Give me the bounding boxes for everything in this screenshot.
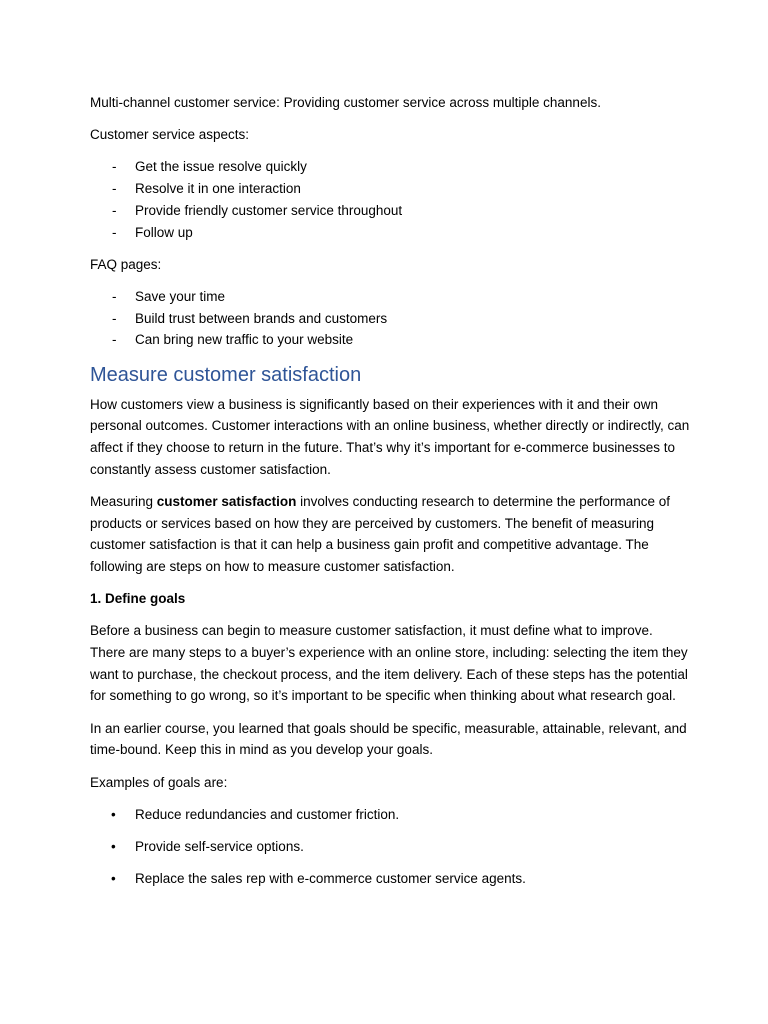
examples-label: Examples of goals are: [90,774,228,790]
list-item [90,836,690,858]
list-item [90,868,690,890]
bullet-marker: • [111,806,116,822]
list-item [90,286,690,308]
aspects-list [90,156,690,243]
paragraph-text: Measuring [90,493,157,509]
list-item-text: Build trust between brands and customers [135,310,388,326]
list-item [90,804,690,826]
bold-term: customer satisfaction [156,493,297,509]
list-item-text: Get the issue resolve quickly [135,159,307,175]
bullet-marker: • [111,838,116,854]
multichannel-definition: Multi-channel customer service: Providing customer service across multiple channels. [90,95,601,110]
faq-list [90,286,690,351]
paragraph: How customers view a business is significantly based on their experiences with it and their own personal outcomes. Customer interactions with an online business, whether directly or indirectly, can affect if they choose to return in the future. That’s why it’s important for e-commerce businesses to constantly assess customer satisfaction. [90,396,690,477]
dash-marker: - [112,202,117,218]
list-item-text: Follow up [135,224,193,240]
list-item-text: Provide friendly customer service throughout [135,202,403,218]
dash-marker: - [112,181,117,197]
dash-marker: - [112,332,117,348]
bullet-marker: • [111,871,116,887]
faq-label: FAQ pages: [90,256,162,272]
dash-marker: - [112,288,117,304]
dash-marker: - [112,224,117,240]
paragraph: Before a business can begin to measure customer satisfaction, it must define what to improve. There are many steps to a buyer’s experience with an online store, including: selecting the item they want to purchase, the checkout process, and the item delivery. Each of these steps has the potential for something to go wrong, so it’s important to be specific when thinking about what research goal. [90,623,688,704]
list-item-text: Reduce redundancies and customer friction. [135,806,400,822]
paragraph-text: involves conducting research to determine the performance of products or services based on how they are perceived by customers. The benefit of measuring customer satisfaction is that it can help a business gain profit and competitive advantage. The following are steps on how to measure customer satisfaction. [90,493,671,574]
list-item [90,178,690,200]
paragraph: In an earlier course, you learned that goals should be specific, measurable, attainable, relevant, and time-bound. Keep this in mind as you develop your goals. [90,720,687,758]
list-item [90,200,690,222]
list-item-text: Resolve it in one interaction [135,181,301,197]
list-item-text: Provide self-service options. [135,838,304,854]
list-item-text: Save your time [135,288,226,304]
dash-marker: - [112,310,117,326]
dash-marker: - [112,159,117,175]
document-page [90,92,690,900]
list-item [90,308,690,330]
aspects-label: Customer service aspects: [90,127,250,143]
list-item-text: Can bring new traffic to your website [135,332,354,348]
section-heading: Measure customer satisfaction [90,363,362,386]
list-item [90,222,690,244]
list-item [90,329,690,351]
examples-list [90,804,690,890]
list-item [90,156,690,178]
list-item-text: Replace the sales rep with e-commerce customer service agents. [135,871,526,887]
step-heading: 1. Define goals [90,591,186,607]
paragraph [90,491,690,578]
